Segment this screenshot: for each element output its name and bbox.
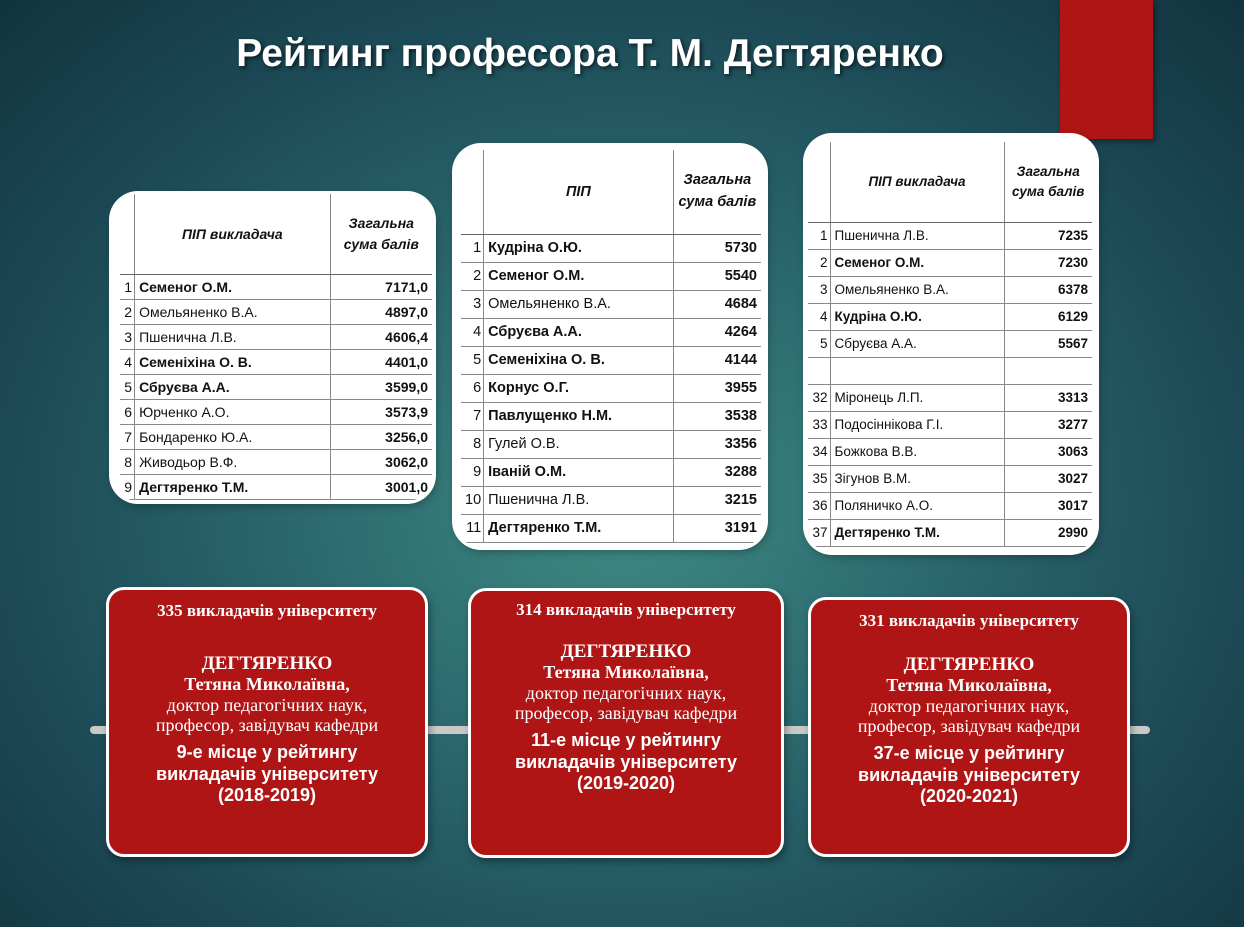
name-cell: Корнус О.Г.: [484, 374, 674, 402]
rank-cell: 4: [808, 303, 830, 330]
name-cell: Пшенична Л.В.: [135, 324, 331, 349]
ranking-table-2020-2021: [806, 136, 1096, 552]
header-name: ПІП викладача: [830, 142, 1004, 222]
score-cell: 3288: [673, 458, 761, 486]
score-cell: 4264: [673, 318, 761, 346]
name-cell: Дегтяренко Т.М.: [830, 519, 1004, 546]
info-card-2018-2019: [106, 587, 428, 857]
score-cell: 3356: [673, 430, 761, 458]
rank-cell: 9: [120, 474, 135, 499]
header-sum: Загальна сума балів: [330, 194, 432, 274]
name-cell: Кудріна О.Ю.: [484, 234, 674, 262]
score-cell: 5540: [673, 262, 761, 290]
table-row: [808, 276, 1092, 303]
name-cell: Семеног О.М.: [135, 274, 331, 299]
score-cell: 3001,0: [330, 474, 432, 499]
table-row: [808, 222, 1092, 249]
header-name: ПІП викладача: [135, 194, 331, 274]
position-line: професор, завідувач кафедри: [514, 703, 738, 724]
table-row: [808, 303, 1092, 330]
position-line: професор, завідувач кафедри: [155, 715, 379, 736]
name-cell: Міронець Л.П.: [830, 384, 1004, 411]
table-row: [461, 346, 761, 374]
score-cell: 3538: [673, 402, 761, 430]
name-cell: Сбруєва А.А.: [135, 374, 331, 399]
score-cell: 3256,0: [330, 424, 432, 449]
table-row: [461, 374, 761, 402]
name-cell: Пшенична Л.В.: [484, 486, 674, 514]
ranking-table-2019-2020: [455, 146, 765, 547]
rank-cell: 2: [808, 249, 830, 276]
name-cell: Омельяненко В.А.: [484, 290, 674, 318]
rank-cell: 7: [461, 402, 484, 430]
name-cell: Сбруєва А.А.: [830, 330, 1004, 357]
name-cell: Семеног О.М.: [830, 249, 1004, 276]
surname: ДЕГТЯРЕНКО: [201, 653, 333, 674]
name-cell: Омельяненко В.А.: [830, 276, 1004, 303]
table-row: [808, 492, 1092, 519]
name-cell: Живодьор В.Ф.: [135, 449, 331, 474]
info-card-2020-2021: [808, 597, 1130, 857]
table-row: [120, 349, 432, 374]
table-row: [808, 357, 1092, 384]
period: (2018-2019): [217, 785, 317, 806]
place-line: 11-е місце у рейтингу: [531, 730, 721, 751]
rank-cell: 3: [808, 276, 830, 303]
rank-cell: 5: [461, 346, 484, 374]
header-name: ПІП: [484, 150, 674, 234]
place-subline: викладачів університету: [156, 763, 378, 784]
rank-cell: 1: [808, 222, 830, 249]
degree-line: доктор педагогічних наук,: [525, 682, 727, 703]
name-cell: Семеніхіна О. В.: [484, 346, 674, 374]
name-cell: Омельяненко В.А.: [135, 299, 331, 324]
name-cell: Поляничко А.О.: [830, 492, 1004, 519]
score-cell: 3017: [1004, 492, 1092, 519]
rank-cell: 7: [120, 424, 135, 449]
table-row: [120, 374, 432, 399]
score-cell: 4684: [673, 290, 761, 318]
score-cell: 6129: [1004, 303, 1092, 330]
surname: ДЕГТЯРЕНКО: [903, 654, 1035, 675]
rank-cell: 11: [461, 514, 484, 542]
score-cell: 3599,0: [330, 374, 432, 399]
score-cell: 5567: [1004, 330, 1092, 357]
position-line: професор, завідувач кафедри: [857, 716, 1081, 737]
table-row: [120, 274, 432, 299]
score-cell: 3062,0: [330, 449, 432, 474]
table-row: [808, 384, 1092, 411]
table-row: [461, 262, 761, 290]
score-cell: 7230: [1004, 249, 1092, 276]
score-cell: 4401,0: [330, 349, 432, 374]
score-cell: 3573,9: [330, 399, 432, 424]
staff-count: 314 викладачів університету: [516, 600, 736, 619]
name-cell: Божкова В.В.: [830, 438, 1004, 465]
info-card-2019-2020: [468, 588, 784, 858]
rank-cell: 3: [120, 324, 135, 349]
name-cell: Дегтяренко Т.М.: [484, 514, 674, 542]
name-cell: Зігунов В.М.: [830, 465, 1004, 492]
rank-cell: 2: [461, 262, 484, 290]
rank-cell: 34: [808, 438, 830, 465]
table-row: [120, 474, 432, 499]
place-subline: викладачів університету: [858, 764, 1080, 785]
score-cell: [1004, 357, 1092, 384]
table-row: [461, 458, 761, 486]
table-row: [120, 299, 432, 324]
table-row: [461, 318, 761, 346]
score-cell: 3313: [1004, 384, 1092, 411]
table-row: [120, 324, 432, 349]
rank-cell: 5: [120, 374, 135, 399]
table-row: [461, 514, 761, 542]
score-cell: 5730: [673, 234, 761, 262]
name-cell: Гулей О.В.: [484, 430, 674, 458]
period: (2020-2021): [919, 786, 1019, 807]
staff-count: 331 викладачів університету: [859, 611, 1079, 630]
score-cell: 3215: [673, 486, 761, 514]
rank-cell: 9: [461, 458, 484, 486]
table-row: [120, 424, 432, 449]
table-row: [808, 465, 1092, 492]
table-row: [461, 486, 761, 514]
name-cell: Сбруєва А.А.: [484, 318, 674, 346]
header-sum: Загальна сума балів: [1004, 142, 1092, 222]
staff-count: 335 викладачів університету: [157, 601, 377, 620]
score-cell: 7171,0: [330, 274, 432, 299]
degree-line: доктор педагогічних наук,: [166, 694, 368, 715]
score-cell: 3063: [1004, 438, 1092, 465]
name-cell: Кудріна О.Ю.: [830, 303, 1004, 330]
score-cell: 4144: [673, 346, 761, 374]
table-row: [461, 290, 761, 318]
name-cell: Павлущенко Н.М.: [484, 402, 674, 430]
table-row: [808, 330, 1092, 357]
table-row: [461, 402, 761, 430]
rank-cell: [808, 357, 830, 384]
rank-cell: 6: [120, 399, 135, 424]
rank-cell: 8: [120, 449, 135, 474]
place-line: 9-е місце у рейтингу: [176, 742, 358, 763]
given-name: Тетяна Миколаївна,: [184, 673, 350, 694]
rank-cell: 1: [120, 274, 135, 299]
place-subline: викладачів університету: [515, 751, 737, 772]
rank-cell: 8: [461, 430, 484, 458]
rank-cell: 10: [461, 486, 484, 514]
header-sum: Загальна сума балів: [673, 150, 761, 234]
score-cell: 4606,4: [330, 324, 432, 349]
name-cell: Юрченко А.О.: [135, 399, 331, 424]
table-row: [120, 449, 432, 474]
surname: ДЕГТЯРЕНКО: [560, 641, 692, 662]
rank-cell: 4: [120, 349, 135, 374]
rank-cell: 35: [808, 465, 830, 492]
rank-cell: 4: [461, 318, 484, 346]
name-cell: Іваній О.М.: [484, 458, 674, 486]
score-cell: 3191: [673, 514, 761, 542]
rank-cell: 37: [808, 519, 830, 546]
period: (2019-2020): [576, 773, 676, 794]
table-row: [808, 519, 1092, 546]
table-row: [808, 438, 1092, 465]
name-cell: Дегтяренко Т.М.: [135, 474, 331, 499]
table-row: [808, 411, 1092, 438]
score-cell: 3955: [673, 374, 761, 402]
score-cell: 6378: [1004, 276, 1092, 303]
rank-cell: 2: [120, 299, 135, 324]
table-row: [808, 249, 1092, 276]
name-cell: [830, 357, 1004, 384]
place-line: 37-е місце у рейтингу: [873, 743, 1065, 764]
degree-line: доктор педагогічних наук,: [868, 695, 1070, 716]
given-name: Тетяна Миколаївна,: [886, 674, 1052, 695]
rank-cell: 33: [808, 411, 830, 438]
name-cell: Пшенична Л.В.: [830, 222, 1004, 249]
score-cell: 3027: [1004, 465, 1092, 492]
rank-cell: 6: [461, 374, 484, 402]
score-cell: 4897,0: [330, 299, 432, 324]
rank-cell: 5: [808, 330, 830, 357]
given-name: Тетяна Миколаївна,: [543, 661, 709, 682]
table-row: [461, 234, 761, 262]
table-row: [461, 430, 761, 458]
ranking-table-2018-2019: [112, 194, 433, 501]
score-cell: 2990: [1004, 519, 1092, 546]
table-row: [120, 399, 432, 424]
rank-cell: 32: [808, 384, 830, 411]
score-cell: 3277: [1004, 411, 1092, 438]
name-cell: Семеног О.М.: [484, 262, 674, 290]
name-cell: Семеніхіна О. В.: [135, 349, 331, 374]
page-title: Рейтинг професора Т. М. Дегтяренко: [236, 32, 944, 75]
rank-cell: 1: [461, 234, 484, 262]
name-cell: Подосіннікова Г.І.: [830, 411, 1004, 438]
rank-cell: 3: [461, 290, 484, 318]
score-cell: 7235: [1004, 222, 1092, 249]
rank-cell: 36: [808, 492, 830, 519]
name-cell: Бондаренко Ю.А.: [135, 424, 331, 449]
